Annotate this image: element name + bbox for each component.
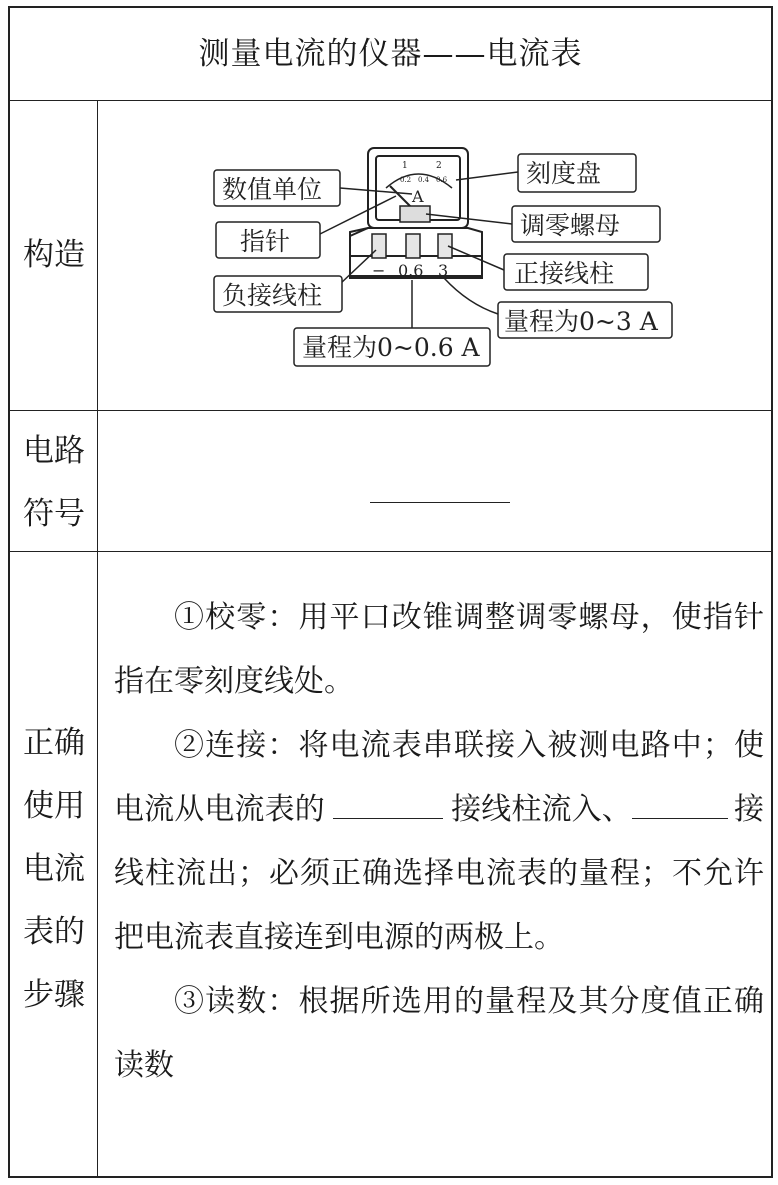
- step-3: ③读数：根据所选用的量程及其分度值正确读数: [114, 984, 764, 1083]
- usage-label-line5: 步骤: [23, 977, 85, 1013]
- dial-tick-top: 1: [402, 161, 408, 171]
- step-1: ①校零：用平口改锥调整调零螺母，使指针指在零刻度线处。: [114, 600, 764, 699]
- terminals: [372, 234, 452, 258]
- unit-label: 数值单位: [222, 175, 323, 204]
- usage-label-line2: 使用: [23, 788, 85, 824]
- dial-tick-top: 2: [436, 161, 442, 171]
- fill-blank-2: [632, 788, 728, 819]
- pointer-label: 指针: [240, 227, 291, 256]
- positive-terminal-label: 正接线柱: [514, 259, 615, 288]
- row-divider: [10, 100, 771, 101]
- terminal-mark-3: 3: [438, 261, 449, 280]
- negative-terminal-label: 负接线柱: [222, 281, 323, 310]
- ammeter-diagram: [200, 136, 690, 376]
- symbol-label-line2: 符号: [23, 496, 85, 532]
- usage-steps: [114, 586, 764, 1098]
- terminal-mark-0.6: 0.6: [398, 261, 424, 280]
- structure-label: 构造: [23, 237, 85, 273]
- info-table: [8, 6, 773, 1178]
- step-2-part1: ②连接：将电流表串联接入被测电路中；使电流从电流表的: [114, 728, 764, 827]
- range-3-label: 量程为0~3 A: [504, 307, 658, 336]
- usage-label-line4: 表的: [23, 914, 85, 950]
- symbol-label-line1: 电路: [23, 433, 85, 469]
- dial-tick-bottom: 0.4: [418, 176, 430, 184]
- table-title: 测量电流的仪器——电流表: [198, 36, 583, 72]
- usage-label-line1: 正确: [23, 725, 85, 761]
- dial-tick-bottom: 0.6: [436, 176, 448, 184]
- zero-adjust-label: 调零螺母: [520, 211, 621, 240]
- step-2-part2: 接线柱流入、: [450, 792, 632, 827]
- step-2: [114, 714, 764, 970]
- terminal-mark-negative: −: [372, 261, 386, 280]
- step-2-part3: 接线柱流出；必须正确选择电流表的量程；不允许把电流表直接连到电源的两极上。: [114, 792, 765, 955]
- dial-tick-bottom: 0.2: [400, 176, 412, 184]
- fill-blank-1: [333, 788, 443, 819]
- range-0.6-label: 量程为0~0.6 A: [302, 333, 480, 362]
- symbol-answer-blank: [370, 502, 510, 503]
- row-divider: [10, 551, 771, 552]
- zero-adjust-nut: [400, 206, 430, 222]
- dial-label: 刻度盘: [526, 159, 602, 188]
- unit-symbol: A: [412, 187, 424, 206]
- usage-label-line3: 电流: [23, 851, 85, 887]
- row-divider: [10, 410, 771, 411]
